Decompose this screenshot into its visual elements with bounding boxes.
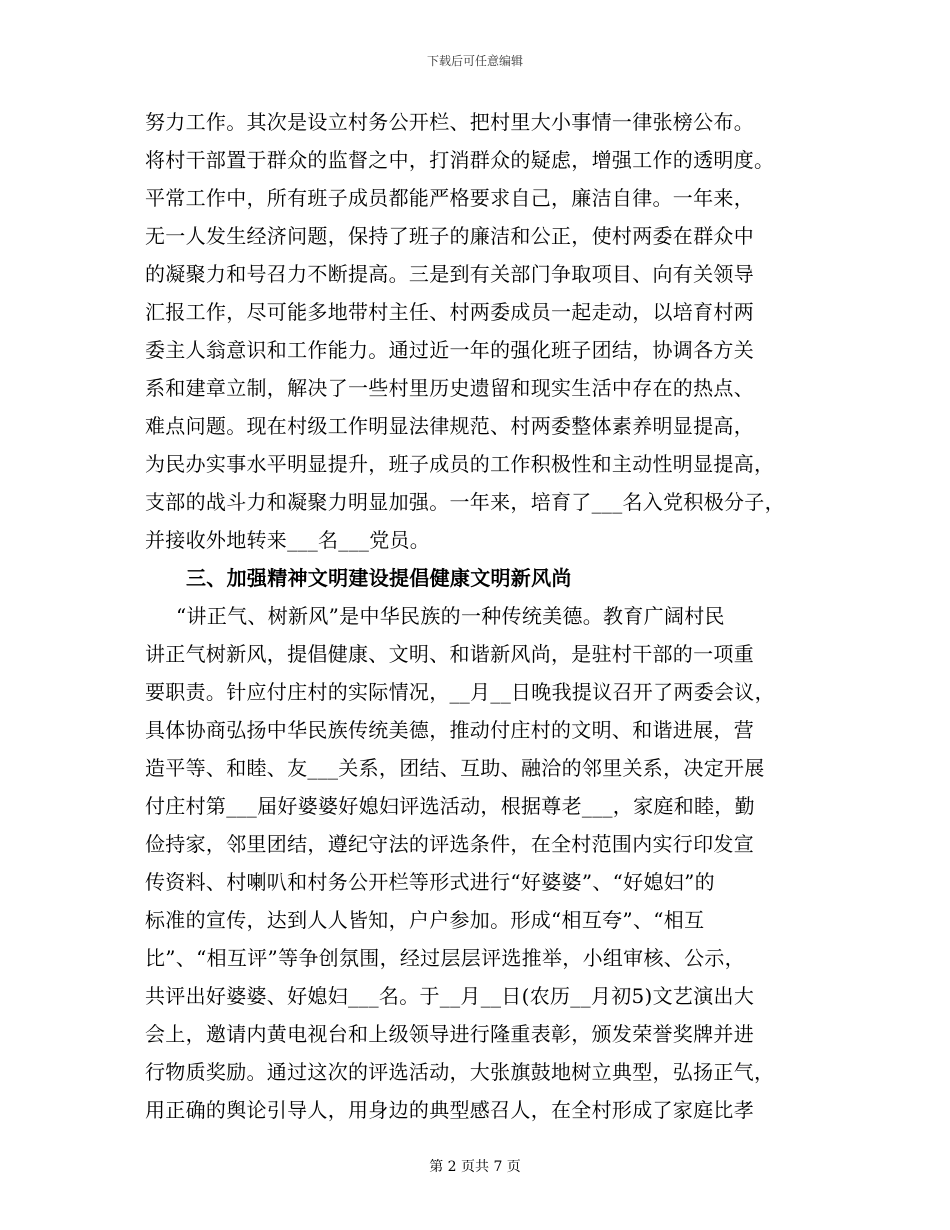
body-line: 俭持家，邻里团结，遵纪守法的评选条件，在全村范围内实行印发宣 [145,832,754,856]
body-line: 为民办实事水平明显提升，班子成员的工作积极性和主动性明显提高， [145,452,775,476]
body-line: 无一人发生经济问题，保持了班子的廉洁和公正，使村两委在群众中 [145,224,754,248]
body-line: 具体协商弘扬中华民族传统美德，推动付庄村的文明、和谐进展，营 [145,718,754,742]
body-line: 共评出好婆婆、好媳妇___名。于__月__日(农历__月初5)文艺演出大 [145,984,755,1008]
body-line: 努力工作。其次是设立村务公开栏、把村里大小事情一律张榜公布。 [145,110,754,134]
body-line: 的凝聚力和号召力不断提高。三是到有关部门争取项目、向有关领导 [145,262,754,286]
page-number: 第 2 页共 7 页 [429,1159,521,1175]
body-line: 造平等、和睦、友___关系，团结、互助、融洽的邻里关系，决定开展 [145,756,765,780]
body-line: 比”、“相互评”等争创氛围，经过层层评选推举，小组审核、公示， [145,946,745,970]
body-line: 支部的战斗力和凝聚力明显加强。一年来，培育了___名入党积极分子， [145,490,785,514]
body-line: 会上，邀请内黄电视台和上级领导进行隆重表彰，颁发荣誉奖牌并进 [145,1022,754,1046]
body-line: 付庄村第___届好婆婆好媳妇评选活动，根据尊老___，家庭和睦，勤 [145,794,755,818]
page-header: 下载后可任意编辑 [426,54,523,68]
body-line: 讲正气树新风，提倡健康、文明、和谐新风尚，是驻村干部的一项重 [145,642,754,666]
body-line: 要职责。针应付庄村的实际情况，__月__日晚我提议召开了两委会议， [145,680,775,704]
body-line: 将村干部置于群众的监督之中，打消群众的疑虑，增强工作的透明度。 [145,148,775,172]
body-line: “讲正气、树新风”是中华民族的一种传统美德。教育广阔村民 [176,604,725,628]
body-line: 标准的宣传，达到人人皆知，户户参加。形成“相互夸”、“相互 [145,908,705,932]
body-line: 汇报工作，尽可能多地带村主任、村两委成员一起走动，以培育村两 [145,300,754,324]
body-line: 委主人翁意识和工作能力。通过近一年的强化班子团结，协调各方关 [145,338,754,362]
section-heading: 三、加强精神文明建设提倡健康文明新风尚 [186,566,572,590]
body-line: 用正确的舆论引导人，用身边的典型感召人，在全村形成了家庭比孝 [145,1098,754,1122]
body-line: 并接收外地转来___名___党员。 [145,528,431,552]
body-line: 难点问题。现在村级工作明显法律规范、村两委整体素养明显提高， [145,414,754,438]
body-line: 行物质奖励。通过这次的评选活动，大张旗鼓地树立典型，弘扬正气， [145,1060,775,1084]
body-line: 传资料、村喇叭和村务公开栏等形式进行“好婆婆”、“好媳妇”的 [145,870,715,894]
body-line: 平常工作中，所有班子成员都能严格要求自己，廉洁自律。一年来， [145,186,754,210]
body-line: 系和建章立制，解决了一些村里历史遗留和现实生活中存在的热点、 [145,376,754,400]
